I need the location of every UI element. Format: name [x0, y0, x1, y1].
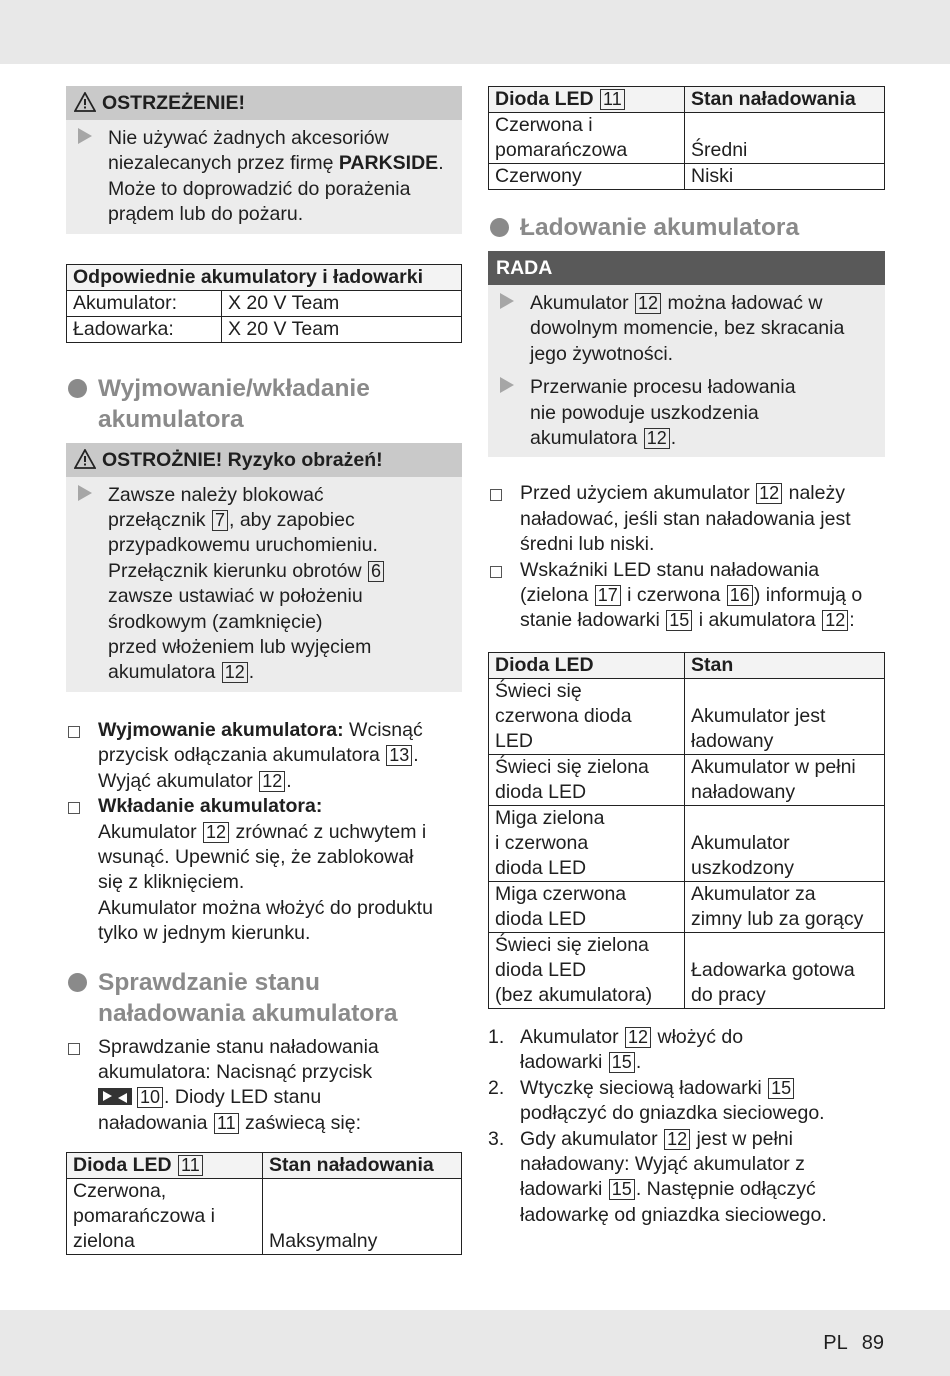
text: przełącznik	[108, 509, 211, 532]
step-3	[488, 1127, 885, 1229]
table-cell	[685, 932, 885, 1008]
text-line: się z kliknięciem.	[98, 871, 245, 894]
text-line: Zawsze należy blokować	[108, 483, 324, 506]
text-line	[108, 559, 456, 584]
table-cell: Akumulator:	[67, 290, 222, 316]
table-header-cell: Dioda LED	[489, 652, 685, 678]
table-cell: Średni	[685, 113, 885, 164]
bullet-dot-icon	[68, 973, 87, 992]
table-cell	[489, 678, 685, 754]
list-item-before-use	[488, 481, 885, 557]
text-line: zimny lub za gorący	[691, 907, 864, 930]
text-line: Świeci się zielona	[495, 933, 649, 956]
text-line	[98, 769, 462, 794]
header-band	[0, 0, 950, 64]
text-line	[98, 743, 462, 768]
text-line	[530, 291, 879, 316]
caution-title: OSTROŻNIE! Ryzyko obrażeń!	[102, 448, 383, 471]
table-cell: Czerwony	[489, 164, 685, 190]
text-line	[520, 1177, 885, 1202]
brand-name: PARKSIDE	[338, 152, 439, 175]
text: Akumulator	[98, 820, 203, 843]
text-line: Wskaźniki LED stanu naładowania	[520, 558, 820, 581]
part-ref: 11	[214, 1113, 239, 1134]
text: można ładować w	[662, 292, 823, 314]
text-line: Sprawdzanie stanu naładowania	[98, 1035, 379, 1058]
text: Wtyczkę sieciową ładowarki	[520, 1076, 768, 1099]
table-cell	[685, 678, 885, 754]
status-table	[488, 652, 885, 1009]
charge-check-button-icon	[98, 1088, 132, 1105]
checkbox-bullet-icon	[68, 726, 80, 738]
text: . Następnie odłączyć	[635, 1178, 816, 1201]
text-line: dioda LED	[495, 780, 587, 803]
checkbox-bullet-icon	[68, 802, 80, 814]
warning-header	[66, 86, 462, 120]
table-cell: X 20 V Team	[222, 316, 462, 342]
footer-band	[0, 1310, 950, 1376]
text-line: ładowany	[691, 729, 774, 752]
part-ref: 11	[178, 1155, 203, 1176]
warning-triangle-icon	[74, 449, 96, 469]
table-cell	[67, 1179, 263, 1255]
text-line: czerwona dioda	[495, 704, 632, 727]
bullet-arrow-icon	[78, 485, 92, 501]
left-column	[66, 86, 462, 1255]
text-line: Akumulator w pełni	[691, 755, 856, 778]
step-number: 1.	[488, 1025, 505, 1048]
text-line: Przerwanie procesu ładowania	[530, 376, 796, 399]
tip-item	[488, 375, 885, 451]
heading-line: naładowania akumulatora	[98, 999, 398, 1027]
table-cell	[489, 805, 685, 881]
step-2	[488, 1076, 885, 1127]
table-header-cell	[489, 87, 685, 113]
text: .	[413, 744, 419, 767]
text-line: do pracy	[691, 983, 766, 1006]
table-row	[489, 805, 885, 881]
step-number: 2.	[488, 1076, 505, 1099]
text: Przed użyciem akumulator	[520, 482, 756, 505]
text-line: tylko w jednym kierunku.	[98, 922, 311, 945]
heading-line: Wyjmowanie/wkładanie	[98, 374, 370, 402]
compat-table-header: Odpowiednie akumulatory i ładowarki	[67, 264, 462, 290]
text: :	[849, 609, 855, 632]
text-line: i czerwona	[495, 831, 589, 854]
text: .	[635, 1051, 642, 1074]
page-number: 89	[861, 1332, 884, 1354]
text: stanie ładowarki	[520, 609, 666, 632]
text-line: Akumulator za	[691, 882, 816, 905]
warning-text-a: Nie używać żadnych akcesoriów niezalecanych przez firmę	[108, 127, 389, 175]
text-line	[98, 718, 462, 743]
part-ref: 12	[222, 662, 248, 683]
text-line	[520, 1076, 885, 1101]
section-heading-charging	[488, 212, 885, 243]
text-line: Świeci się	[495, 679, 582, 702]
part-ref: 13	[386, 745, 412, 766]
table-header-cell: Stan naładowania	[263, 1153, 462, 1179]
table-cell	[685, 881, 885, 932]
part-ref: 7	[212, 510, 228, 531]
text-line: Miga czerwona	[495, 882, 627, 905]
section-heading-check-charge	[66, 967, 462, 1029]
caution-header	[66, 443, 462, 477]
table-row	[489, 113, 885, 164]
text-line: jego żywotności.	[530, 342, 674, 365]
text-line	[520, 1050, 885, 1075]
table-row	[489, 754, 885, 805]
text-line: LED	[495, 729, 533, 752]
text-line: średni lub niski.	[520, 533, 655, 556]
text-line: zawsze ustawiać w położeniu	[108, 585, 363, 608]
text-line: dioda LED	[495, 907, 587, 930]
tip-item	[488, 291, 885, 367]
text-line: naładować, jeśli stan naładowania jest	[520, 507, 851, 530]
text: Wyjąć akumulator	[98, 769, 259, 792]
text-line: Wkładanie akumulatora:	[98, 795, 323, 818]
text: Dioda LED	[73, 1154, 178, 1177]
text-line: dowolnym momencie, bez skracania	[530, 317, 845, 340]
text-line: Czerwona i	[495, 114, 593, 136]
text-line: naładowany	[691, 780, 796, 803]
bullet-arrow-icon	[500, 293, 514, 309]
text: i czerwona	[621, 584, 726, 607]
checkbox-bullet-icon	[490, 489, 502, 501]
text: naładowania	[98, 1111, 213, 1134]
tip-header: RADA	[488, 251, 885, 285]
table-row	[67, 316, 462, 342]
warning-text-b: . Może to doprowadzić do porażenia prądem lub do pożaru.	[108, 152, 444, 226]
text-line	[108, 508, 456, 533]
warning-box	[66, 86, 462, 234]
warning-item	[66, 126, 462, 228]
text-line: środkowym (zamknięcie)	[108, 610, 323, 633]
text-line	[98, 1111, 462, 1136]
heading-line: Ładowanie akumulatora	[520, 214, 800, 241]
text: akumulatora	[108, 661, 221, 684]
text-line: akumulatora: Nacisnąć przycisk	[98, 1060, 373, 1083]
text: Wyjmowanie akumulatora:	[98, 718, 344, 741]
part-ref: 16	[727, 585, 753, 606]
text: (zielona	[520, 584, 594, 607]
table-cell	[489, 113, 685, 164]
text: Akumulator	[530, 292, 635, 314]
text-line: nie powoduje uszkodzenia	[530, 401, 759, 424]
bullet-arrow-icon	[78, 128, 92, 144]
language-code: PL	[823, 1332, 848, 1354]
table-cell	[685, 754, 885, 805]
text: jest w pełni	[691, 1127, 793, 1150]
text: , aby zapobiec	[228, 509, 355, 532]
part-ref: 17	[595, 585, 621, 606]
part-ref: 12	[664, 1129, 690, 1150]
table-header-cell: Stan	[685, 652, 885, 678]
text-line: naładowany: Wyjąć akumulator z	[520, 1152, 805, 1175]
text-line: ładowarkę od gniazdka sieciowego.	[520, 1203, 827, 1226]
text-line: przypadkowemu uruchomieniu.	[108, 534, 378, 557]
text-line	[520, 1025, 885, 1050]
tip-box	[488, 251, 885, 457]
part-ref: 12	[625, 1027, 651, 1048]
checkbox-bullet-icon	[490, 566, 502, 578]
text: Wcisnąć	[343, 718, 423, 741]
table-cell	[685, 805, 885, 881]
part-ref: 10	[137, 1087, 163, 1108]
text-line: przed włożeniem lub wyjęciem	[108, 636, 372, 659]
text: i akumulatora	[693, 609, 822, 632]
text: . Diody LED stanu	[164, 1086, 322, 1109]
text: zrównać z uchwytem i	[230, 820, 427, 843]
table-row	[489, 164, 885, 190]
caution-box	[66, 443, 462, 692]
bullet-dot-icon	[490, 218, 509, 237]
part-ref: 11	[600, 89, 625, 110]
text: ładowarki	[520, 1051, 608, 1074]
table-cell: Ładowarka:	[67, 316, 222, 342]
table-row	[489, 932, 885, 1008]
table-row	[67, 290, 462, 316]
text-line: dioda LED	[495, 856, 587, 879]
text-line: Ładowarka gotowa	[691, 958, 855, 981]
table-cell	[489, 754, 685, 805]
part-ref: 6	[368, 561, 384, 582]
table-cell: X 20 V Team	[222, 290, 462, 316]
text-line	[108, 660, 456, 685]
table-header-cell	[67, 1153, 263, 1179]
heading-line: akumulatora	[98, 405, 244, 433]
text-line	[98, 820, 462, 845]
text-line: dioda LED	[495, 958, 587, 981]
part-ref: 12	[259, 771, 285, 792]
text: należy	[783, 482, 845, 505]
text: .	[286, 769, 292, 792]
text-line: Miga zielona	[495, 806, 605, 829]
part-ref: 12	[644, 428, 670, 449]
text-line: Akumulator jest	[691, 704, 826, 727]
caution-item	[66, 483, 462, 686]
text-line: podłączyć do gniazdka sieciowego.	[520, 1102, 825, 1125]
part-ref: 12	[635, 293, 661, 314]
text-line: zielona	[73, 1230, 135, 1253]
table-cell: Maksymalny	[263, 1179, 462, 1255]
text: .	[248, 661, 255, 684]
text-line: Czerwona,	[73, 1180, 167, 1203]
table-row	[489, 678, 885, 754]
part-ref: 15	[609, 1179, 635, 1200]
text: włożyć do	[652, 1025, 744, 1048]
text: akumulatora	[530, 427, 643, 450]
right-column	[488, 86, 885, 1228]
text-line	[520, 481, 885, 506]
bullet-dot-icon	[68, 379, 87, 398]
text: .	[670, 427, 677, 450]
part-ref: 15	[609, 1052, 635, 1073]
text: przycisk odłączania akumulatora	[98, 744, 386, 767]
table-header-cell: Stan naładowania	[685, 87, 885, 113]
text-line	[520, 608, 885, 633]
bullet-arrow-icon	[500, 377, 514, 393]
section-heading-remove-insert	[66, 373, 462, 435]
table-cell	[489, 881, 685, 932]
part-ref: 15	[768, 1078, 794, 1099]
text: Gdy akumulator	[520, 1127, 664, 1150]
led-table-1	[66, 1152, 462, 1255]
list-item-remove	[66, 718, 462, 794]
list-item-indicators	[488, 558, 885, 634]
checkbox-bullet-icon	[68, 1043, 80, 1055]
part-ref: 12	[203, 822, 229, 843]
table-cell: Niski	[685, 164, 885, 190]
text: Przełącznik kierunku obrotów	[108, 559, 368, 582]
text-line: Akumulator można włożyć do produktu	[98, 896, 433, 919]
text: ładowarki	[520, 1178, 608, 1201]
text-line: uszkodzony	[691, 856, 794, 879]
text-line	[520, 1127, 885, 1152]
text-line	[98, 1085, 462, 1110]
step-1	[488, 1025, 885, 1076]
part-ref: 12	[756, 483, 782, 504]
list-item-insert	[66, 794, 462, 946]
heading-line: Sprawdzanie stanu	[98, 968, 320, 996]
part-ref: 12	[822, 610, 848, 631]
text-line: Akumulator	[691, 831, 790, 854]
part-ref: 15	[666, 610, 692, 631]
page-footer	[823, 1331, 884, 1356]
text: ) informują o	[753, 584, 863, 607]
text-line: (bez akumulatora)	[495, 983, 653, 1006]
text-line: Świeci się zielona	[495, 755, 649, 778]
table-row	[489, 881, 885, 932]
warning-title: OSTRZEŻENIE!	[102, 92, 246, 114]
text: Dioda LED	[495, 88, 600, 110]
text: Akumulator	[520, 1025, 625, 1048]
list-item-check	[66, 1035, 462, 1137]
text-line: pomarańczowa i	[73, 1205, 215, 1228]
text-line: wsunąć. Upewnić się, że zablokował	[98, 845, 414, 868]
warning-triangle-icon	[74, 92, 96, 112]
text-line	[530, 426, 879, 451]
text-line: pomarańczowa	[495, 139, 628, 161]
compat-table	[66, 264, 462, 343]
table-row	[67, 1179, 462, 1255]
text: zaświecą się:	[239, 1111, 362, 1134]
led-table-2	[488, 86, 885, 190]
step-number: 3.	[488, 1127, 505, 1150]
text-line	[520, 583, 885, 608]
table-cell	[489, 932, 685, 1008]
